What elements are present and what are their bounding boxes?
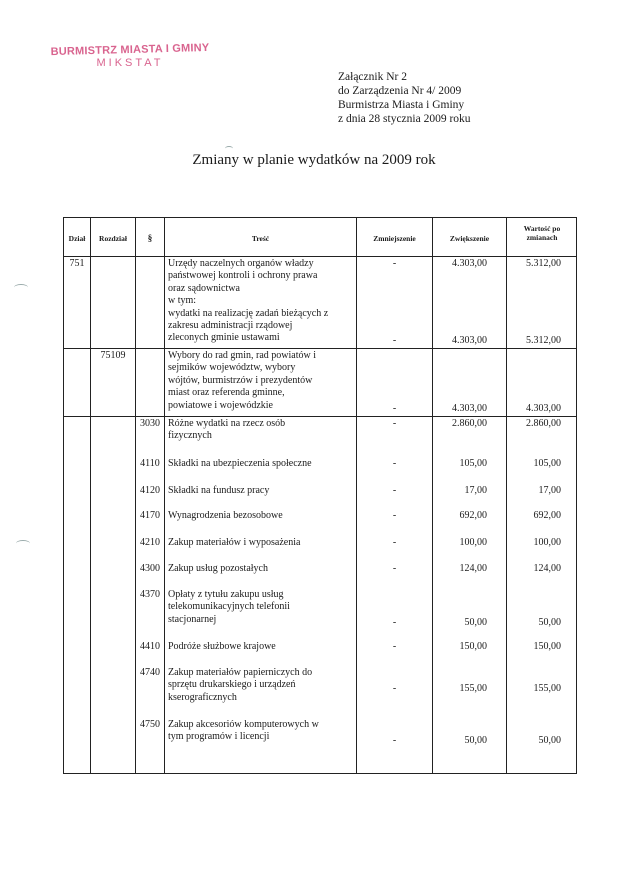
cell-wartosc: 5.312,00 xyxy=(526,335,561,346)
cell-zmniejszenie: - xyxy=(392,641,397,652)
cell-paragraf: 4370 xyxy=(140,589,160,600)
header-wartosc xyxy=(507,224,577,242)
tresc-line: w tym: xyxy=(168,295,197,307)
cell-zwiekszenie: 50,00 xyxy=(464,617,487,628)
cell-wartosc: 100,00 xyxy=(533,537,561,548)
cell-tresc: Składki na ubezpieczenia społeczne xyxy=(168,458,312,469)
cell-wartosc: 50,00 xyxy=(538,617,561,628)
cell-wartosc: 124,00 xyxy=(533,563,561,574)
tresc-line: Zakup materiałów papierniczych do xyxy=(168,667,313,678)
cell-zwiekszenie: 692,00 xyxy=(459,510,487,521)
header-dzial: Dział xyxy=(68,234,86,243)
header-paragraf: § xyxy=(147,233,153,243)
header-wartosc-line1: Wartość po xyxy=(523,224,561,233)
annex-line: do Zarządzenia Nr 4/ 2009 xyxy=(338,85,462,97)
tresc-line: sejmików województw, wybory xyxy=(168,362,296,374)
cell-paragraf: 4750 xyxy=(140,719,160,730)
cell-zwiekszenie: 150,00 xyxy=(459,641,487,652)
cell-tresc xyxy=(168,589,290,626)
cell-wartosc: 2.860,00 xyxy=(526,418,561,429)
cell-zwiekszenie: 124,00 xyxy=(459,563,487,574)
cell-paragraf: 4410 xyxy=(140,641,160,652)
header-rozdzial: Rozdział xyxy=(99,234,127,243)
tresc-line: telekomunikacyjnych telefonii xyxy=(168,601,290,613)
cell-rozdzial: 75109 xyxy=(100,350,126,361)
cell-wartosc: 17,00 xyxy=(538,485,561,496)
cell-tresc: Podróże służbowe krajowe xyxy=(168,641,276,652)
cell-zmniejszenie: - xyxy=(392,563,397,574)
cell-zwiekszenie: 17,00 xyxy=(464,485,487,496)
cell-wartosc: 4.303,00 xyxy=(526,403,561,414)
cell-zmniejszenie: - xyxy=(392,537,397,548)
cell-zwiekszenie: 4.303,00 xyxy=(452,258,487,269)
cell-wartosc: 5.312,00 xyxy=(526,258,561,269)
tresc-line: państwowej kontroli i ochrony prawa xyxy=(168,270,318,282)
tresc-line: Opłaty z tytułu zakupu usług xyxy=(168,589,284,600)
tresc-line: fizycznych xyxy=(168,430,212,442)
annex-line: z dnia 28 stycznia 2009 roku xyxy=(338,113,471,125)
tresc-line: oraz sądownictwa xyxy=(168,282,240,294)
cell-zmniejszenie: - xyxy=(392,485,397,496)
cell-wartosc: 105,00 xyxy=(533,458,561,469)
header-zmniejszenie: Zmniejszenie xyxy=(373,234,416,243)
cell-zmniejszenie: - xyxy=(392,683,397,694)
header-zwiekszenie: Zwiększenie xyxy=(449,234,490,243)
cell-wartosc: 150,00 xyxy=(533,641,561,652)
tresc-line: zakresu administracji rządowej xyxy=(168,320,293,332)
tresc-line: wydatki na realizację zadań bieżących z xyxy=(168,307,329,319)
cell-zmniejszenie: - xyxy=(392,617,397,628)
cell-tresc: Wynagrodzenia bezosobowe xyxy=(168,510,283,521)
cell-zwiekszenie: 4.303,00 xyxy=(452,335,487,346)
cell-tresc: Zakup usług pozostałych xyxy=(168,563,268,574)
tresc-line: Różne wydatki na rzecz osób xyxy=(168,418,286,429)
tresc-line: Urzędy naczelnych organów władzy xyxy=(168,258,314,269)
cell-zwiekszenie: 100,00 xyxy=(459,537,487,548)
cell-zwiekszenie: 155,00 xyxy=(459,683,487,694)
cell-tresc: Składki na fundusz pracy xyxy=(168,485,270,496)
cell-zmniejszenie: - xyxy=(392,458,397,469)
cell-paragraf: 4740 xyxy=(140,667,160,678)
stamp-line-2: MIKSTAT xyxy=(96,57,164,69)
cell-paragraf: 4120 xyxy=(140,485,160,496)
cell-tresc xyxy=(168,258,328,345)
cell-tresc: Zakup materiałów i wyposażenia xyxy=(168,537,301,548)
cell-paragraf: 4110 xyxy=(140,458,160,469)
tresc-line: wójtów, burmistrzów i prezydentów xyxy=(168,374,313,386)
cell-tresc xyxy=(168,418,285,443)
cell-dzial: 751 xyxy=(69,258,85,269)
tresc-line: miast oraz referenda gminne, xyxy=(168,387,285,399)
annex-line: Burmistrza Miasta i Gminy xyxy=(338,99,465,111)
cell-paragraf: 4170 xyxy=(140,510,160,521)
cell-paragraf: 4300 xyxy=(140,563,160,574)
tresc-line: Wybory do rad gmin, rad powiatów i xyxy=(168,350,316,361)
cell-zmniejszenie: - xyxy=(392,335,397,346)
cell-wartosc: 50,00 xyxy=(538,735,561,746)
tresc-line: sprzętu drukarskiego i urządzeń xyxy=(168,679,296,691)
cell-tresc xyxy=(168,350,316,412)
cell-zwiekszenie: 2.860,00 xyxy=(452,418,487,429)
stamp-line-1: BURMISTRZ MIASTA I GMINY xyxy=(50,41,210,59)
header-tresc: Treść xyxy=(251,234,270,243)
cell-zwiekszenie: 4.303,00 xyxy=(452,403,487,414)
tresc-line: zleconych gminie ustawami xyxy=(168,332,280,344)
cell-paragraf: 4210 xyxy=(140,537,160,548)
cell-wartosc: 155,00 xyxy=(533,683,561,694)
cell-zwiekszenie: 105,00 xyxy=(459,458,487,469)
cell-zmniejszenie: - xyxy=(392,735,397,746)
annex-line: Załącznik Nr 2 xyxy=(338,71,407,83)
cell-zwiekszenie: 50,00 xyxy=(464,735,487,746)
cell-tresc xyxy=(168,667,312,704)
tresc-line: tym programów i licencji xyxy=(168,731,270,743)
cell-zmniejszenie: - xyxy=(392,258,397,269)
tresc-line: kserograficznych xyxy=(168,691,237,703)
cell-tresc xyxy=(168,719,319,744)
tresc-line: powiatowe i wojewódzkie xyxy=(168,399,273,411)
header-wartosc-line2: zmianach xyxy=(526,233,558,242)
cell-zmniejszenie: - xyxy=(392,510,397,521)
document-title: Zmiany w planie wydatków na 2009 rok xyxy=(192,152,436,168)
tresc-line: stacjonarnej xyxy=(168,613,217,625)
cell-zmniejszenie: - xyxy=(392,418,397,429)
cell-paragraf: 3030 xyxy=(140,418,160,429)
cell-wartosc: 692,00 xyxy=(533,510,561,521)
cell-zmniejszenie: - xyxy=(392,403,397,414)
tresc-line: Zakup akcesoriów komputerowych w xyxy=(168,719,319,730)
